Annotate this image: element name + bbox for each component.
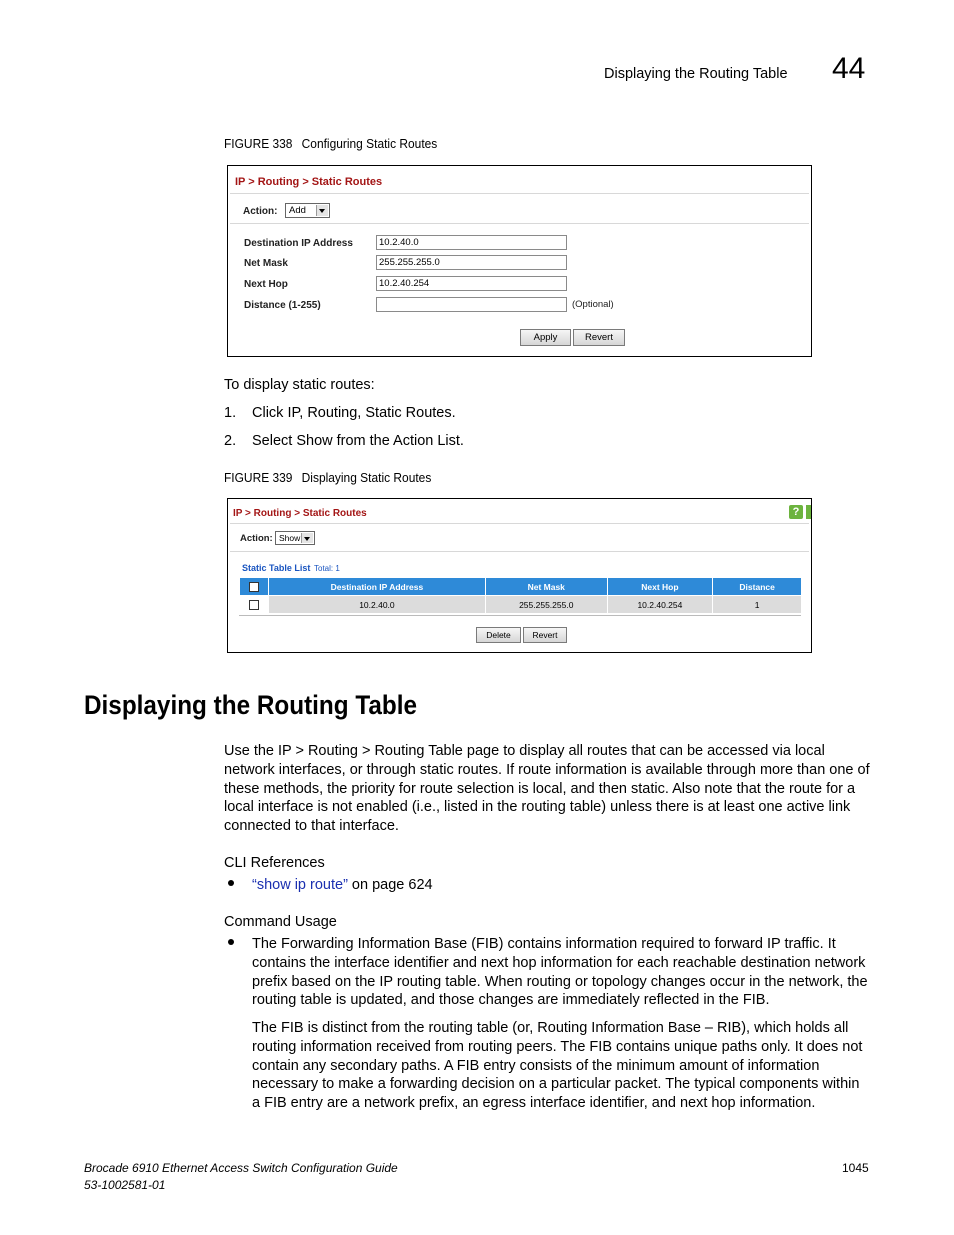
- figure-title: Configuring Static Routes: [301, 136, 438, 151]
- destination-ip-label: Destination IP Address: [244, 238, 353, 249]
- chapter-number: 44: [832, 52, 866, 85]
- chevron-down-icon[interactable]: [316, 205, 328, 216]
- cli-reference-item: [252, 876, 433, 895]
- select-all-checkbox[interactable]: [249, 582, 259, 592]
- distance-hint: (Optional): [572, 299, 614, 310]
- distance-label: Distance (1-255): [244, 300, 321, 311]
- footer-doc-number: 53-1002581-01: [84, 1178, 166, 1192]
- table-cell: 10.2.40.0: [268, 596, 485, 614]
- net-mask-input[interactable]: 255.255.255.0: [376, 255, 567, 270]
- section-title: Displaying the Routing Table: [84, 690, 418, 720]
- bullet-icon: [228, 880, 234, 886]
- table-header-row: [240, 578, 802, 596]
- apply-button[interactable]: Apply: [520, 329, 571, 346]
- distance-input[interactable]: [376, 297, 567, 312]
- row-checkbox[interactable]: [249, 600, 259, 610]
- divider: [230, 551, 809, 552]
- bullet-icon: [228, 939, 234, 945]
- step-2-text: Select Show from the Action List.: [252, 433, 464, 449]
- cli-references-heading: CLI References: [224, 855, 325, 871]
- list-total: Total: 1: [314, 564, 340, 573]
- table-row: [240, 596, 802, 614]
- static-routes-config-panel: [227, 165, 812, 357]
- step-1-number: 1.: [224, 405, 237, 421]
- breadcrumb: IP > Routing > Static Routes: [233, 508, 367, 519]
- action-label: Action:: [243, 206, 278, 217]
- revert-button[interactable]: Revert: [573, 329, 625, 346]
- step-1-text: Click IP, Routing, Static Routes.: [252, 405, 456, 421]
- column-header[interactable]: Net Mask: [485, 578, 607, 596]
- command-usage-paragraph-1: The Forwarding Information Base (FIB) contains information required to forward IP traffic. It contains the interface identifier and next hop information for each reachable destination network prefix based on the IP routing table. When routing or topology changes occur in the network, the routing table is updated, and those changes are immediately reflected in the FIB.: [252, 936, 868, 1009]
- figure-label: FIGURE 338: [224, 136, 293, 151]
- step-2-number: 2.: [224, 433, 237, 449]
- select-all-cell: [240, 578, 269, 596]
- chevron-down-icon[interactable]: [301, 533, 313, 543]
- footer-doc-title: Brocade 6910 Ethernet Access Switch Configuration Guide: [84, 1161, 398, 1175]
- running-header-title: Displaying the Routing Table: [604, 66, 788, 82]
- action-label: Action:: [240, 533, 273, 544]
- delete-button[interactable]: Delete: [476, 627, 521, 643]
- table-cell: 10.2.40.254: [607, 596, 713, 614]
- next-hop-input[interactable]: 10.2.40.254: [376, 276, 567, 291]
- figure-title: Displaying Static Routes: [301, 470, 432, 485]
- breadcrumb: IP > Routing > Static Routes: [235, 176, 383, 188]
- revert-button[interactable]: Revert: [523, 627, 567, 643]
- divider: [230, 223, 809, 224]
- divider: [230, 523, 809, 524]
- steps-intro: To display static routes:: [224, 377, 375, 393]
- row-select-cell: [240, 596, 269, 614]
- figure-338-caption: [224, 136, 437, 151]
- table-cell: 1: [713, 596, 802, 614]
- list-title: Static Table List: [242, 563, 311, 573]
- help-icon[interactable]: ?: [789, 505, 803, 519]
- static-routes-table: [239, 577, 802, 614]
- action-select[interactable]: [275, 531, 315, 545]
- table-cell: 255.255.255.0: [485, 596, 607, 614]
- section-intro: Use the IP > Routing > Routing Table page to display all routes that can be accessed via local network interfaces, or through static routes. If route information is available through more than one of these methods, the priority for route selection is local, and then static. Also note that the route for a local interface is not enabled (i.e., listed in the routing table) unless there is at least one active link connected to that interface.: [224, 743, 870, 835]
- destination-ip-input[interactable]: 10.2.40.0: [376, 235, 567, 250]
- divider: [239, 615, 801, 616]
- cli-reference-link[interactable]: “show ip route”: [252, 877, 348, 893]
- figure-339-caption: [224, 470, 431, 485]
- action-select[interactable]: [285, 203, 330, 218]
- command-usage-paragraph-2: The FIB is distinct from the routing table (or, Routing Information Base – RIB), which holds all routing information received from routing peers. The FIB contains unique paths only. It does not contain any secondary paths. A FIB entry consists of the minimum amount of information necessary to make a forwarding decision on a particular packet. The typical components within a FIB entry are a network prefix, an egress interface identifier, and next hop information.: [252, 1020, 863, 1112]
- next-hop-label: Next Hop: [244, 279, 288, 290]
- help-icon-edge: [806, 505, 811, 519]
- static-routes-display-panel: [227, 498, 812, 653]
- column-header[interactable]: Distance: [713, 578, 802, 596]
- column-header[interactable]: Destination IP Address: [268, 578, 485, 596]
- action-select-value: Add: [289, 205, 306, 216]
- command-usage-heading: Command Usage: [224, 914, 337, 930]
- column-header[interactable]: Next Hop: [607, 578, 713, 596]
- figure-label: FIGURE 339: [224, 470, 293, 485]
- action-select-value: Show: [279, 533, 301, 543]
- cli-reference-page: on page 624: [347, 877, 433, 893]
- net-mask-label: Net Mask: [244, 258, 288, 269]
- page-number: 1045: [842, 1161, 869, 1175]
- divider: [230, 193, 809, 194]
